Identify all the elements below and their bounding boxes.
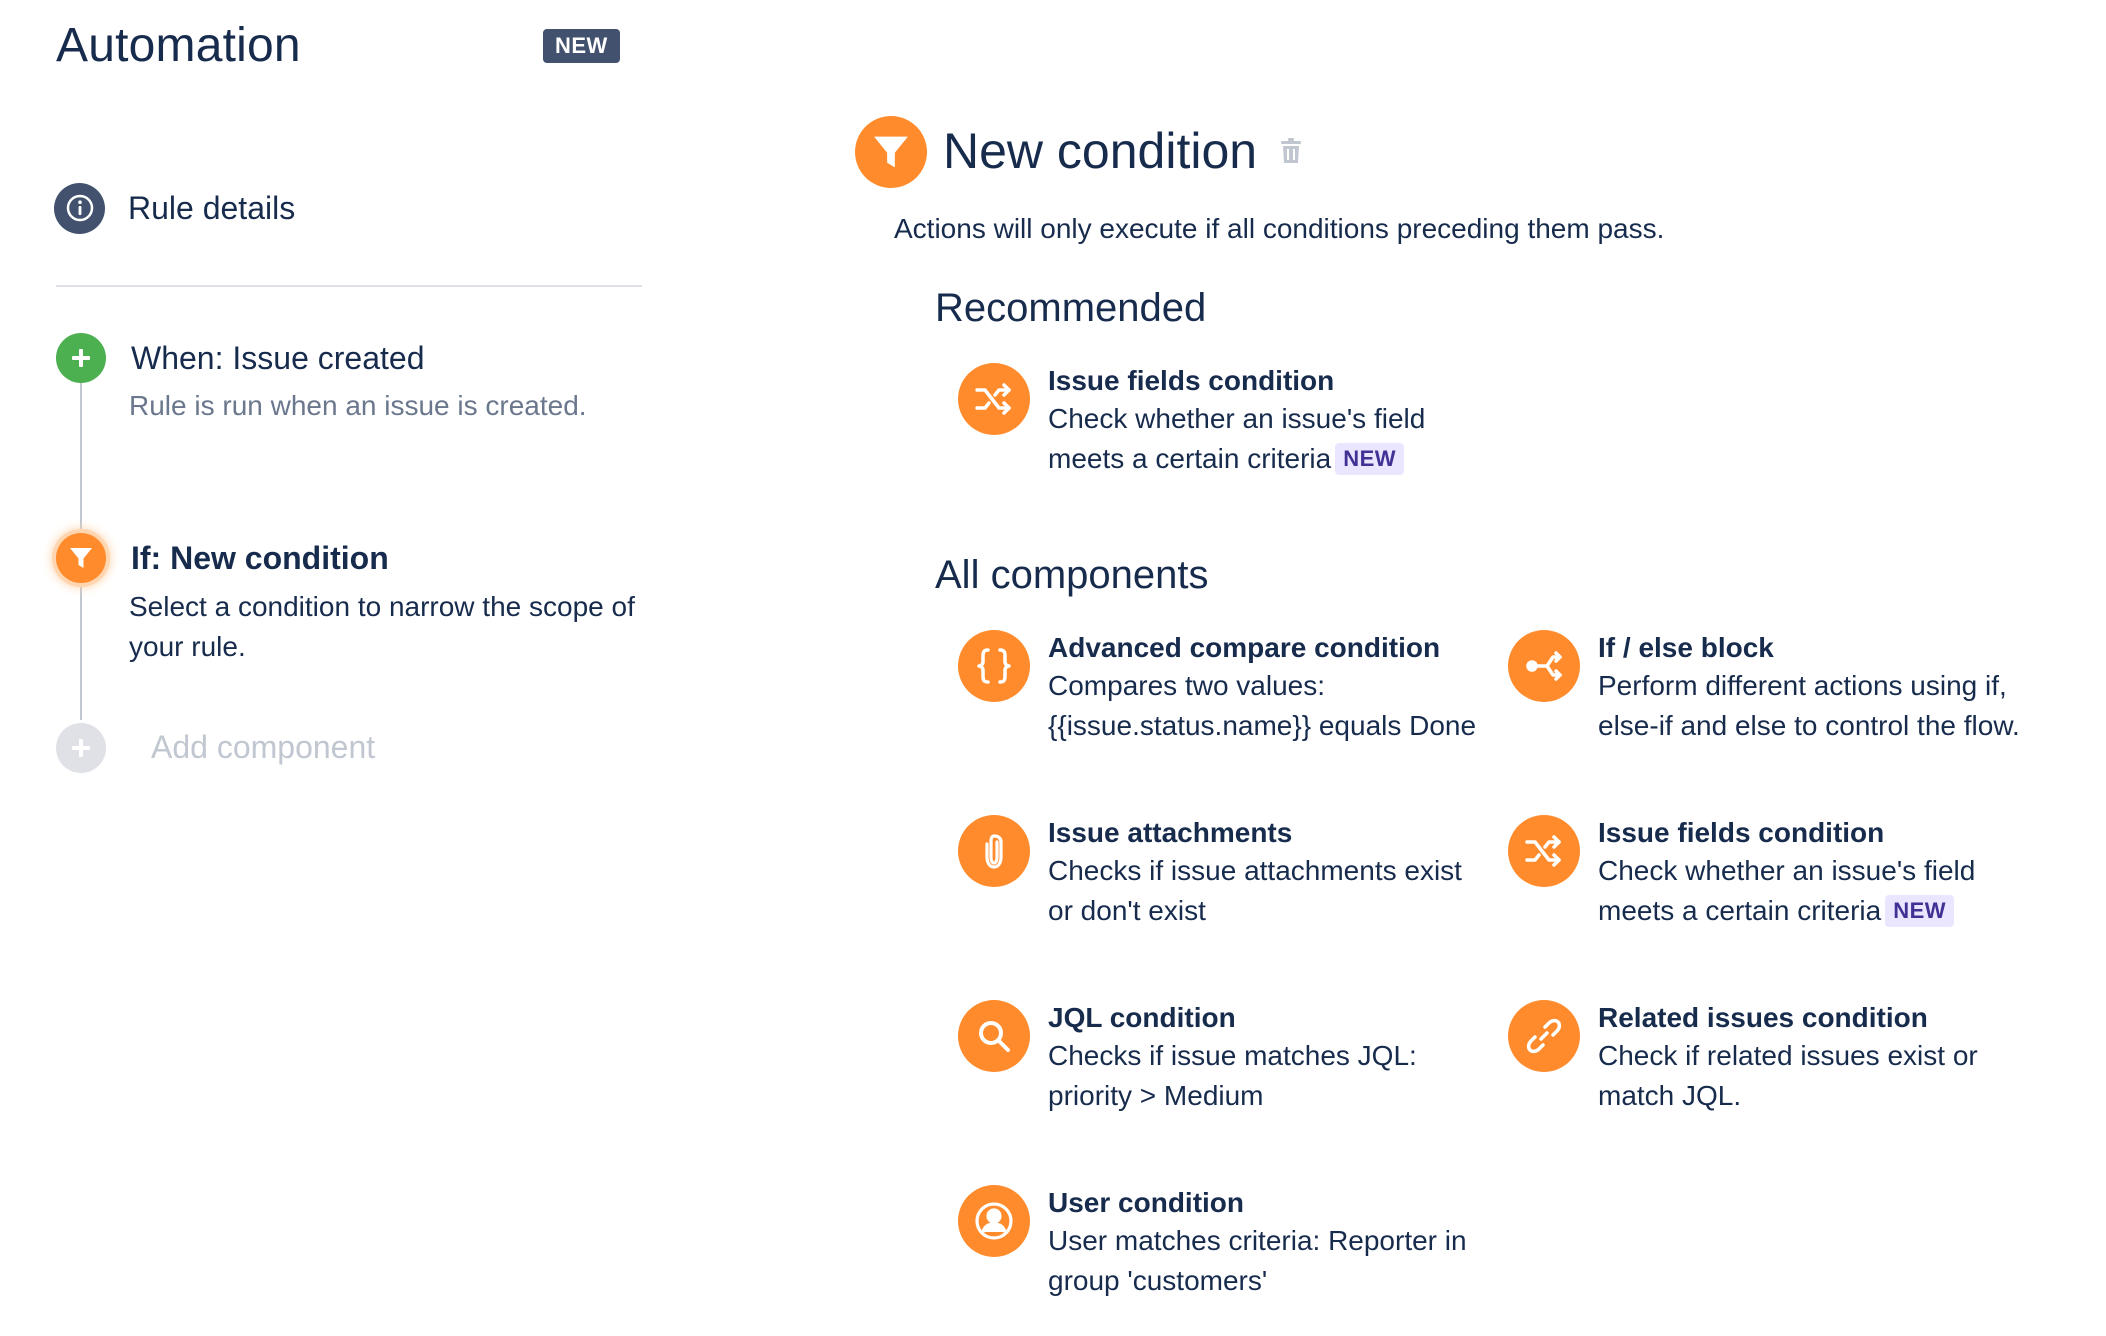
- component-if-else-block[interactable]: [1508, 630, 2028, 746]
- component-name: Issue attachments: [1048, 817, 1293, 848]
- sidebar-divider: [56, 285, 642, 287]
- plus-icon[interactable]: [56, 723, 106, 773]
- filter-icon: [855, 116, 927, 188]
- all-components-heading: All components: [935, 553, 1209, 597]
- shuffle-icon: [958, 363, 1030, 435]
- component-user-condition[interactable]: [958, 1185, 1478, 1301]
- braces-icon: [958, 630, 1030, 702]
- component-name: If / else block: [1598, 632, 1774, 663]
- new-badge: NEW: [543, 29, 620, 63]
- link-icon: [1508, 1000, 1580, 1072]
- trigger-title[interactable]: When: Issue created: [131, 340, 425, 376]
- trash-icon[interactable]: [1280, 137, 1302, 165]
- component-jql-condition[interactable]: [958, 1000, 1478, 1116]
- component-name: Advanced compare condition: [1048, 632, 1441, 663]
- component-description: Perform different actions using if, else-if and else to control the flow.: [1598, 670, 2020, 741]
- component-description: Checks if issue attachments exist or don't exist: [1048, 855, 1462, 926]
- component-name: Related issues condition: [1598, 1002, 1928, 1033]
- component-name: Issue fields condition: [1048, 365, 1335, 396]
- component-description: Compares two values: {{issue.status.name}} equals Done: [1048, 670, 1477, 741]
- add-component-button[interactable]: Add component: [151, 729, 376, 765]
- component-description: Checks if issue matches JQL: priority > Medium: [1048, 1040, 1417, 1111]
- user-icon: [958, 1185, 1030, 1257]
- component-related-issues[interactable]: [1508, 1000, 2028, 1116]
- condition-title[interactable]: If: New condition: [131, 540, 389, 576]
- component-issue-fields[interactable]: [1508, 815, 2028, 931]
- component-description: Check whether an issue's field meets a certain criteria NEW: [1598, 855, 1976, 926]
- recommended-heading: Recommended: [935, 286, 1207, 330]
- component-description: Check if related issues exist or match JQL.: [1598, 1040, 1978, 1111]
- branch-icon: [1508, 630, 1580, 702]
- app-title: Automation: [56, 19, 301, 72]
- component-advanced-compare[interactable]: [958, 630, 1478, 746]
- component-name: Issue fields condition: [1598, 817, 1885, 848]
- info-icon: [54, 183, 105, 234]
- component-name: User condition: [1048, 1187, 1245, 1218]
- component-description: User matches criteria: Reporter in group 'customers': [1048, 1225, 1467, 1296]
- page-title: New condition: [943, 123, 1258, 179]
- component-name: JQL condition: [1048, 1002, 1236, 1033]
- plus-icon[interactable]: [56, 333, 106, 383]
- condition-description: Select a condition to narrow the scope of your rule.: [129, 591, 635, 662]
- trigger-description: Rule is run when an issue is created.: [129, 390, 587, 421]
- search-icon: [958, 1000, 1030, 1072]
- rule-details-label: Rule details: [128, 189, 296, 226]
- page-description: Actions will only execute if all conditions preceding them pass.: [894, 213, 1665, 244]
- rule-details-item[interactable]: [54, 182, 295, 234]
- new-badge: NEW: [1335, 443, 1404, 475]
- component-description: Check whether an issue's field meets a certain criteria NEW: [1048, 403, 1426, 474]
- shuffle-icon: [1508, 815, 1580, 887]
- component-issue-fields-recommended[interactable]: [958, 363, 1478, 479]
- component-issue-attachments[interactable]: [958, 815, 1478, 931]
- new-badge: NEW: [1885, 895, 1954, 927]
- filter-icon[interactable]: [56, 533, 106, 583]
- paperclip-icon: [958, 815, 1030, 887]
